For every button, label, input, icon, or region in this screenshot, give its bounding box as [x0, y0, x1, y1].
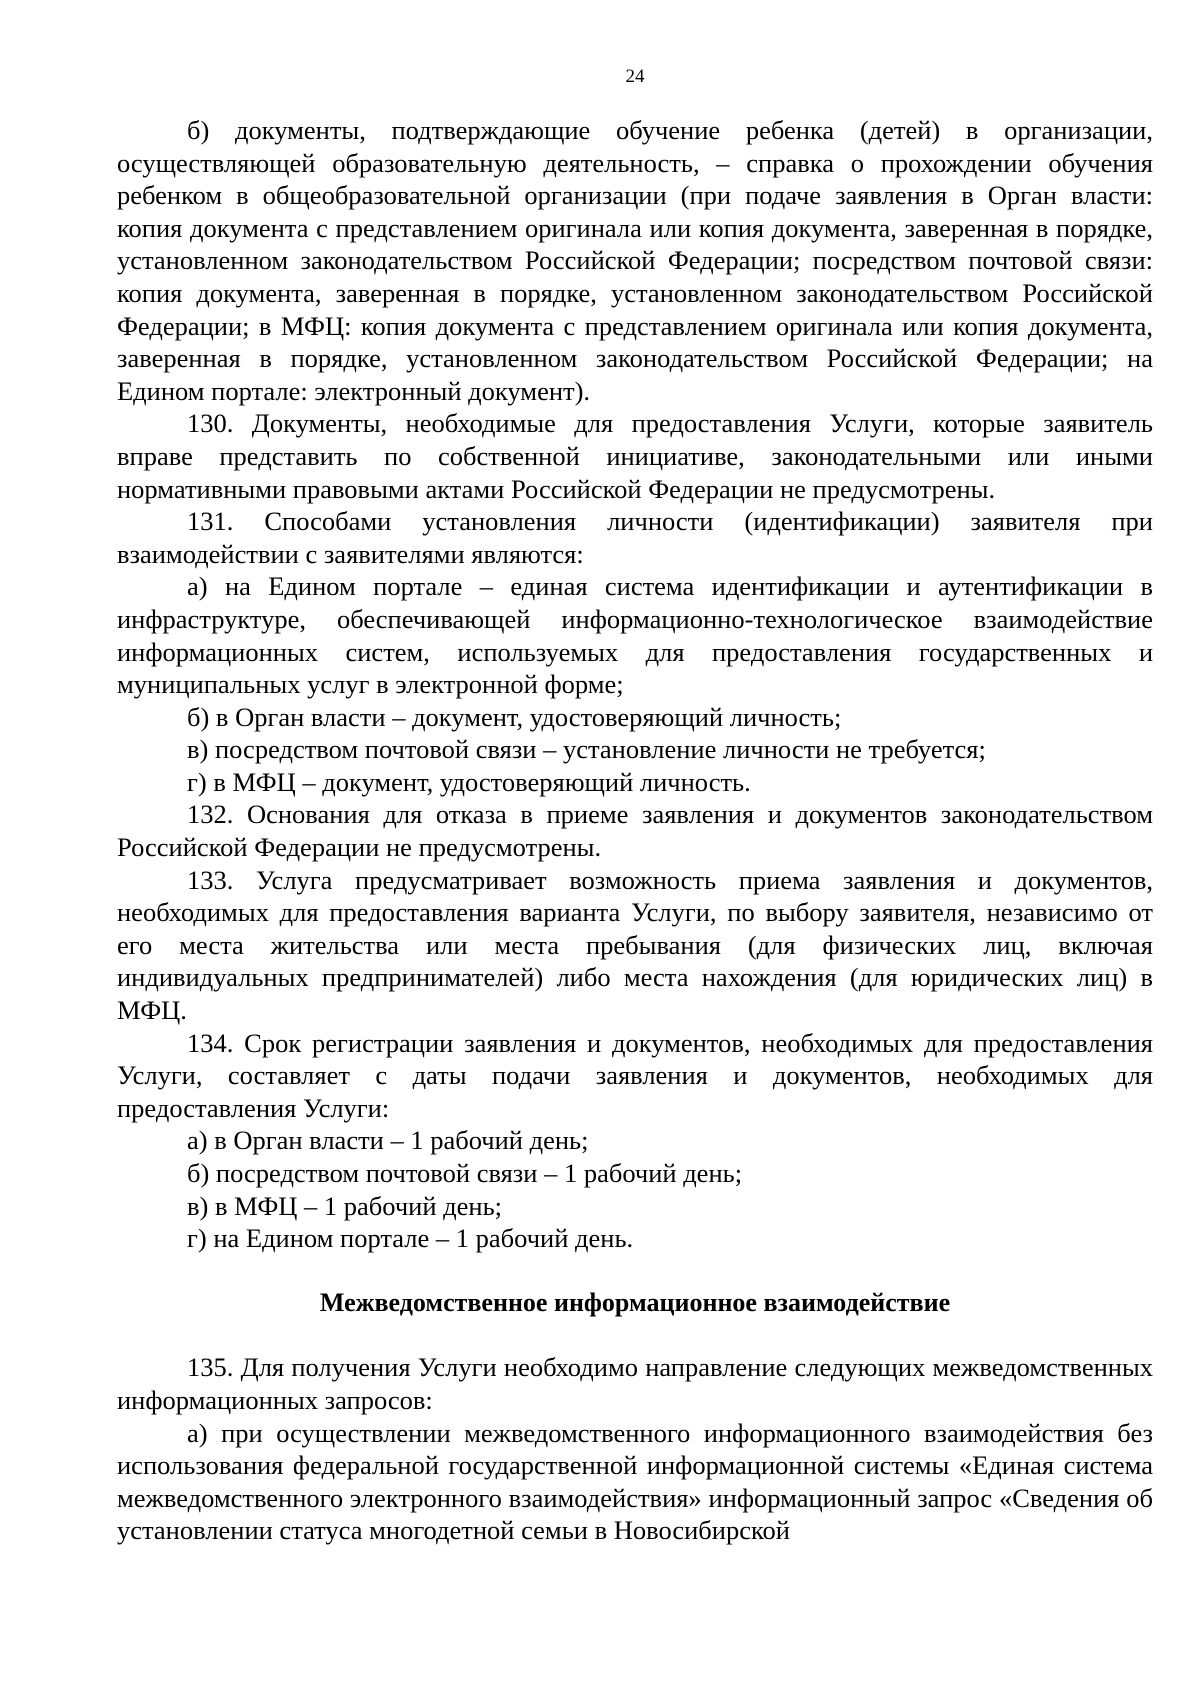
- paragraph-134-a: а) в Орган власти – 1 рабочий день;: [187, 1125, 589, 1156]
- paragraph-134-b: б) посредством почтовой связи – 1 рабочий день;: [187, 1158, 743, 1188]
- body-before-heading: [117, 114, 1153, 1255]
- paragraph-135-a: а) при осуществлении межведомственного информационного взаимодействия без использования федеральной государственной информационной системы «Единая система межведомственного электронного взаимодействия» информационный запрос «Сведения об установлении статуса многодетной семьи в Новосибирской: [117, 1417, 1153, 1546]
- paragraph-131-a: а) на Едином портале – единая система идентификации и аутентификации в инфраструктуре, обеспечивающей информационно-технологическое взаимодействие информационных систем, используемых для предоставления государственных и муниципальных услуг в электронной форме;: [117, 571, 1153, 700]
- paragraph-134-v: в) в МФЦ – 1 рабочий день;: [187, 1190, 503, 1221]
- paragraph-131-b: б) в Орган власти – документ, удостоверяющий личность;: [187, 701, 842, 732]
- paragraph-134: 134. Срок регистрации заявления и документов, необходимых для предоставления Услуги, составляет с даты подачи заявления и документов, необходимых для предоставления Услуги:: [117, 1027, 1153, 1123]
- paragraph-131: 131. Способами установления личности (идентификации) заявителя при взаимодействии с заявителями являются:: [117, 506, 1153, 569]
- section-heading: Межведомственное информационное взаимодействие: [319, 1287, 951, 1317]
- paragraph-131-v: в) посредством почтовой связи – установление личности не требуется;: [187, 734, 986, 765]
- paragraph-134-g: г) на Едином портале – 1 рабочий день.: [187, 1223, 634, 1254]
- page-number: 24: [625, 66, 645, 87]
- paragraph-133: 133. Услуга предусматривает возможность приема заявления и документов, необходимых для предоставления варианта Услуги, по выбору заявителя, независимо от его места жительства или места пребывания (для физических лиц, включая индивидуальных предпринимателей) либо места нахождения (для юридических лиц) в МФЦ.: [117, 864, 1153, 1026]
- paragraph-135: 135. Для получения Услуги необходимо направление следующих межведомственных информационных запросов:: [117, 1352, 1153, 1415]
- paragraph-131-g: г) в МФЦ – документ, удостоверяющий личность.: [187, 766, 751, 797]
- paragraph-item-b-documents: б) документы, подтверждающие обучение ребенка (детей) в организации, осуществляющей образовательную деятельность, – справка о прохождении обучения ребенком в общеобразовательной организации (при подаче заявления в Орган власти: копия документа с представлением оригинала или копия документа, заверенная в порядке, установленном законодательством Российской Федерации; посредством почтовой связи: копия документа, заверенная в порядке, установленном законодательством Российской Федерации; в МФЦ: копия документа с представлением оригинала или копия документа, заверенная в порядке, установленном законодательством Российской Федерации; на Едином портале: электронный документ).: [117, 115, 1153, 406]
- body-after-heading: [117, 1351, 1153, 1547]
- document-page: [117, 66, 1153, 1547]
- paragraph-130: 130. Документы, необходимые для предоставления Услуги, которые заявитель вправе представить по собственной инициативе, законодательными или иными нормативными правовыми актами Российской Федерации не предусмотрены.: [117, 408, 1153, 504]
- paragraph-132: 132. Основания для отказа в приеме заявления и документов законодательством Российской Федерации не предусмотрены.: [117, 799, 1153, 863]
